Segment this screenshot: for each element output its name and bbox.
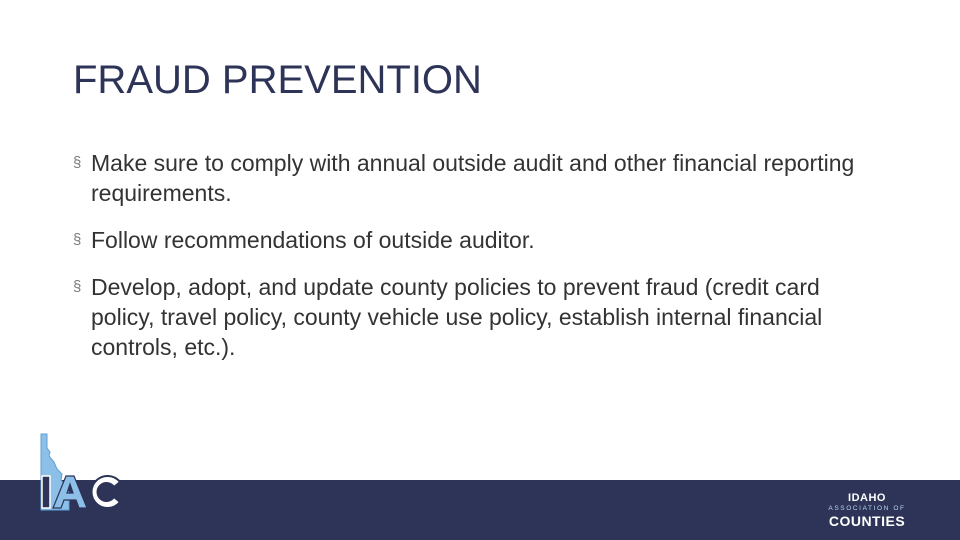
square-bullet-icon: § [73,231,82,248]
logo-line-association: ASSOCIATION OF [828,505,906,512]
iac-letter-c [92,476,120,508]
bullet-item [73,148,873,208]
slide-title: FRAUD PREVENTION [73,58,482,102]
iac-logo [36,432,128,518]
bullet-text: Develop, adopt, and update county policies to prevent fraud (credit card policy, travel policy, county vehicle use policy, establish internal financial controls, etc.). [91,274,823,360]
bullet-text: Make sure to comply with annual outside audit and other financial reporting requirements. [91,150,855,206]
logo-line-idaho: IDAHO [848,492,886,504]
idaho-association-of-counties-logo [812,488,922,534]
bullet-list [73,148,873,379]
square-bullet-icon: § [73,278,82,295]
square-bullet-icon: § [73,154,82,171]
bullet-item [73,272,873,362]
iac-letter-i [42,476,50,508]
bullet-text: Follow recommendations of outside auditor. [91,227,535,253]
logo-line-counties: COUNTIES [828,513,906,529]
bullet-item [73,225,873,255]
